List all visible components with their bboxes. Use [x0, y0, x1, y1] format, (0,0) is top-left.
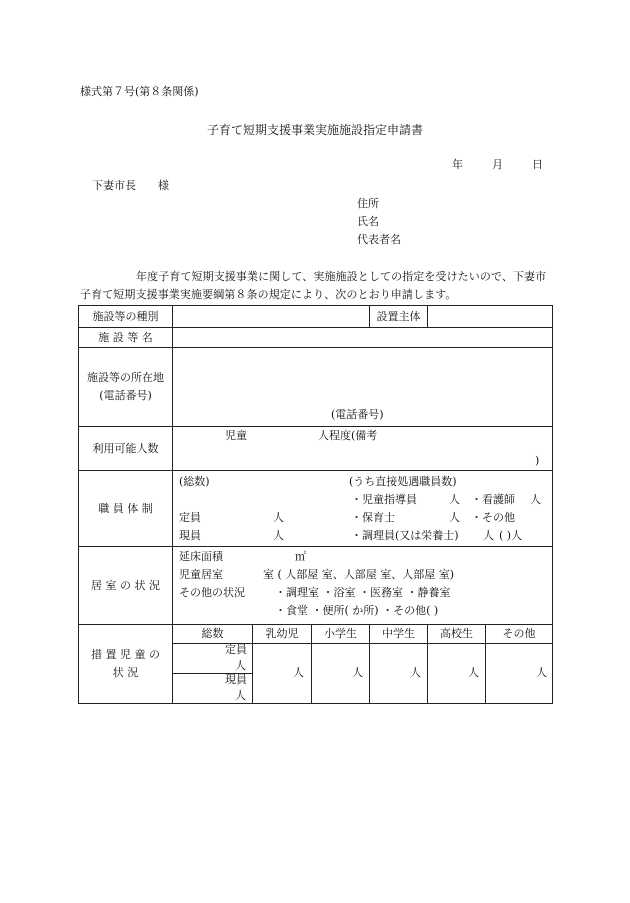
staff-cook: ・調理員(又は栄養士) — [351, 529, 459, 542]
staff-value[interactable] — [173, 471, 553, 547]
location-label-line2: (電話番号) — [99, 389, 152, 402]
placement-other-cell[interactable] — [486, 644, 553, 704]
staff-instructor-unit: 人 — [449, 493, 460, 506]
placement-label-line2: 状 況 — [112, 666, 139, 679]
placement-unit-other: 人 — [536, 666, 548, 679]
placement-current-cell[interactable] — [173, 674, 253, 704]
addressee-honorific: 様 — [158, 179, 169, 192]
placement-header-total: 総数 — [173, 625, 253, 644]
placement-junior-high-cell[interactable] — [370, 644, 428, 704]
addressee — [92, 177, 169, 193]
date-year: 年 — [452, 158, 463, 171]
placement-header-junior-high: 中学生 — [370, 625, 428, 644]
room-child-detail: 室 ( 人部屋 室、人部屋 室、人部屋 室) — [263, 568, 455, 581]
facility-type-label: 施設等の種別 — [79, 306, 173, 328]
applicant-representative-label: 代表者名 — [357, 233, 401, 246]
capacity-persons: 人程度(備考 — [318, 429, 378, 442]
operator-label: 設置主体 — [370, 306, 428, 328]
applicant-address-label: 住所 — [357, 197, 379, 210]
form-number: 様式第７号(第８条関係) — [80, 85, 199, 98]
document-title: 子育て短期支援事業実施施設指定申請書 — [206, 123, 423, 137]
room-child: 児童居室 — [179, 568, 223, 581]
staff-instructor: ・児童指導員 — [351, 493, 417, 506]
date-month: 月 — [492, 158, 503, 171]
placement-infant-cell[interactable] — [253, 644, 312, 704]
placement-unit-elementary: 人 — [352, 666, 363, 679]
placement-header-other: その他 — [486, 625, 553, 644]
room-floor: 延床面積 — [179, 550, 223, 563]
placement-fixed-unit: 人 — [235, 659, 246, 672]
placement-fixed: 定員 — [225, 643, 247, 656]
staff-cook-unit: 人 — [483, 529, 494, 542]
placement-unit-high-school: 人 — [468, 666, 480, 679]
placement-current-unit: 人 — [235, 689, 246, 702]
facility-name-label: 施 設 等 名 — [79, 328, 173, 348]
phone-label: (電話番号) — [331, 408, 384, 421]
room-other-line1: ・調理室 ・浴室 ・医務室 ・静養室 — [275, 586, 451, 599]
placement-label — [79, 625, 173, 704]
placement-unit-infant: 人 — [293, 666, 304, 679]
placement-elementary-cell[interactable] — [312, 644, 370, 704]
location-value[interactable] — [173, 348, 553, 427]
application-form-table — [78, 305, 553, 704]
location-label — [79, 348, 173, 427]
capacity-value[interactable] — [173, 427, 553, 471]
staff-nurse-unit: 人 — [530, 493, 541, 506]
placement-header-elementary: 小学生 — [312, 625, 370, 644]
staff-direct: (うち直接処遇職員数) — [349, 475, 457, 488]
staff-fixed-unit: 人 — [273, 511, 284, 524]
placement-header-infant: 乳幼児 — [253, 625, 312, 644]
date-day: 日 — [532, 158, 543, 171]
room-value[interactable] — [173, 547, 553, 625]
applicant-name-label: 氏名 — [357, 215, 379, 228]
staff-childcare: ・保育士 — [351, 511, 395, 524]
room-label: 居 室 の 状 況 — [79, 547, 173, 625]
room-other-line2: ・食堂 ・便所( か所) ・その他( ) — [275, 604, 439, 617]
date-line — [452, 156, 543, 172]
capacity-close: ) — [535, 454, 540, 467]
placement-unit-junior-high: 人 — [410, 666, 422, 679]
location-label-line1: 施設等の所在地 — [87, 371, 164, 384]
placement-current: 現員 — [225, 673, 247, 686]
application-body-text: 年度子育て短期支援事業に関して、実施施設としての指定を受けたいので、下妻市子育て短期支援事業実施要綱第８条の規定により、次のとおり申請します。 — [80, 270, 547, 301]
placement-fixed-cell[interactable] — [173, 644, 253, 674]
capacity-children: 児童 — [225, 429, 247, 442]
staff-cook-paren: ( )人 — [499, 529, 523, 542]
placement-header-high-school: 高校生 — [428, 625, 486, 644]
room-floor-unit: ㎡ — [295, 550, 306, 563]
staff-current: 現員 — [179, 529, 201, 542]
operator-value[interactable] — [428, 306, 553, 328]
facility-type-value[interactable] — [173, 306, 370, 328]
staff-label: 職 員 体 制 — [79, 471, 173, 547]
staff-other: ・その他 — [471, 511, 515, 524]
placement-high-school-cell[interactable] — [428, 644, 486, 704]
capacity-label: 利用可能人数 — [79, 427, 173, 471]
addressee-name: 下妻市長 — [92, 179, 136, 192]
staff-current-unit: 人 — [273, 529, 284, 542]
staff-total: (総数) — [179, 475, 210, 488]
staff-fixed: 定員 — [179, 511, 201, 524]
staff-nurse: ・看護師 — [471, 493, 515, 506]
staff-childcare-unit: 人 — [449, 511, 460, 524]
placement-label-line1: 措 置 児 童 の — [91, 648, 160, 661]
facility-name-value[interactable] — [173, 328, 553, 348]
room-other: その他の状況 — [179, 586, 245, 599]
